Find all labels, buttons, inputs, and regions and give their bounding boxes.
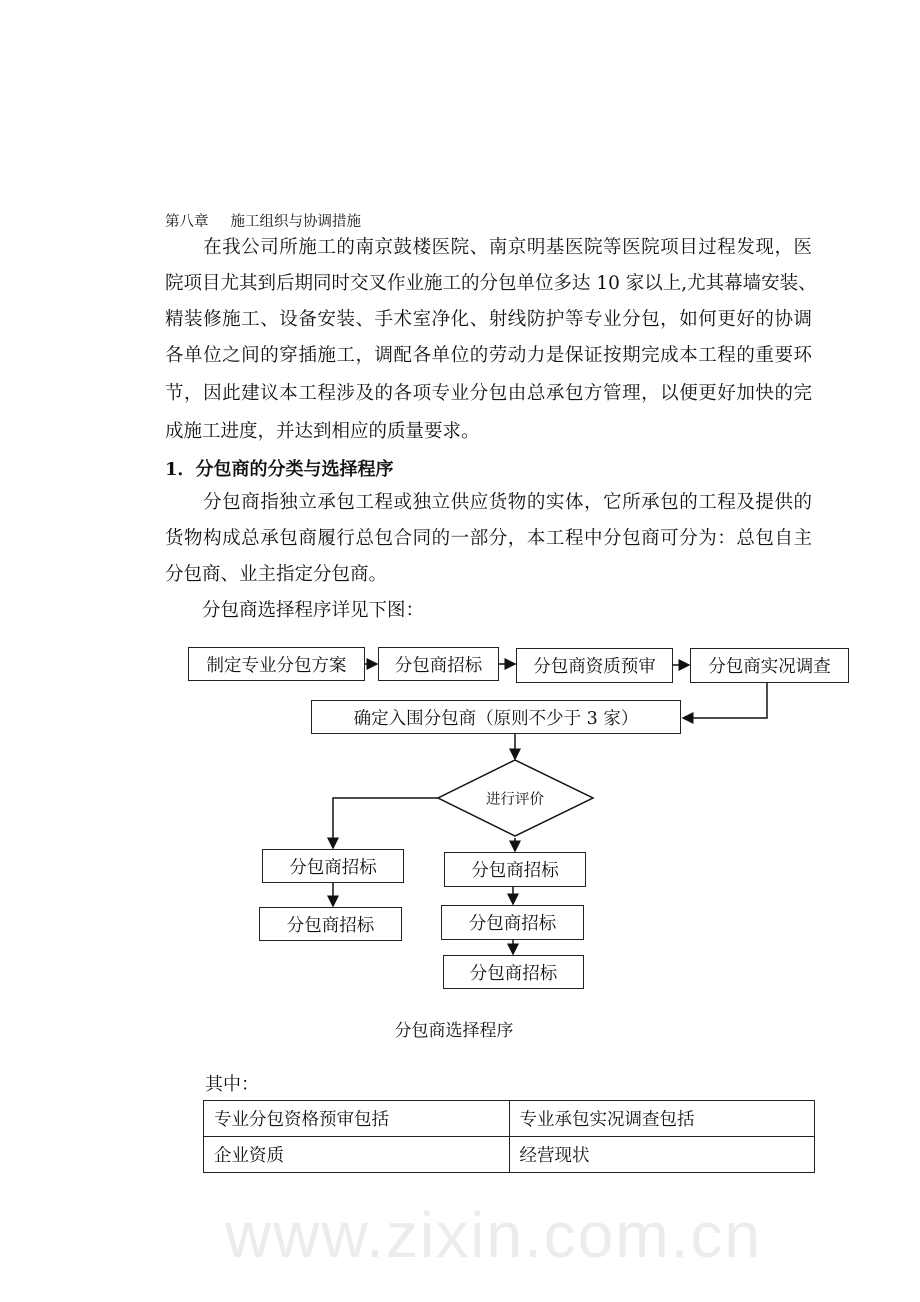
left-branch-box: 分包商招标 bbox=[259, 907, 402, 941]
para1-line: 精装修施工、设备安装、手术室净化、射线防护等专业分包，如何更好的协调 bbox=[165, 309, 812, 330]
watermark: www.zixin.com.cn bbox=[225, 1199, 762, 1271]
right-branch-box: 分包商招标 bbox=[443, 955, 584, 989]
step-box: 分包商资质预审 bbox=[516, 648, 673, 683]
chapter-title: 施工组织与协调措施 bbox=[230, 214, 361, 230]
qualification-table bbox=[203, 1100, 815, 1173]
para1-line: 各单位之间的穿插施工，调配各单位的劳动力是保证按期完成本工程的重要环 bbox=[165, 345, 812, 366]
arrow bbox=[683, 683, 767, 718]
step-box: 制定专业分包方案 bbox=[188, 647, 365, 681]
left-branch-box: 分包商招标 bbox=[262, 849, 404, 883]
right-branch-box: 分包商招标 bbox=[444, 852, 586, 887]
table-header-row bbox=[204, 1101, 815, 1137]
table-header-cell: 专业分包资格预审包括 bbox=[204, 1101, 510, 1137]
para1-line: 成施工进度，并达到相应的质量要求。 bbox=[165, 421, 480, 442]
table-header-cell: 专业承包实况调查包括 bbox=[509, 1101, 815, 1137]
para1-line: 院项目尤其到后期同时交叉作业施工的分包单位多达 10 家以上,尤其幕墙安装、 bbox=[165, 273, 817, 294]
para1-line: 在我公司所施工的南京鼓楼医院、南京明基医院等医院项目过程发现，医 bbox=[165, 237, 812, 258]
arrow bbox=[333, 798, 438, 848]
step-box: 分包商招标 bbox=[378, 647, 499, 681]
table-cell: 企业资质 bbox=[204, 1137, 510, 1173]
para2-line: 货物构成总承包商履行总包合同的一部分，本工程中分包商可分为：总包自主 bbox=[165, 528, 812, 549]
para3: 分包商选择程序详见下图： bbox=[165, 600, 425, 621]
flowchart-caption: 分包商选择程序 bbox=[394, 1021, 514, 1041]
section-heading: 1．分包商的分类与选择程序 bbox=[165, 459, 394, 480]
step-box: 确定入围分包商（原则不少于 3 家） bbox=[311, 700, 681, 734]
step-box: 分包商实况调查 bbox=[690, 648, 849, 683]
decision-label: 进行评价 bbox=[486, 791, 544, 808]
right-branch-box: 分包商招标 bbox=[441, 905, 584, 940]
para2-line: 分包商、业主指定分包商。 bbox=[165, 564, 388, 585]
para2-line: 分包商指独立承包工程或独立供应货物的实体，它所承包的工程及提供的 bbox=[165, 492, 812, 513]
note-label: 其中： bbox=[205, 1074, 259, 1095]
para1-line: 节，因此建议本工程涉及的各项专业分包由总承包方管理，以便更好加快的完 bbox=[165, 383, 812, 404]
table-row bbox=[204, 1137, 815, 1173]
chapter-number: 第八章 bbox=[165, 214, 209, 230]
table-cell: 经营现状 bbox=[509, 1137, 815, 1173]
